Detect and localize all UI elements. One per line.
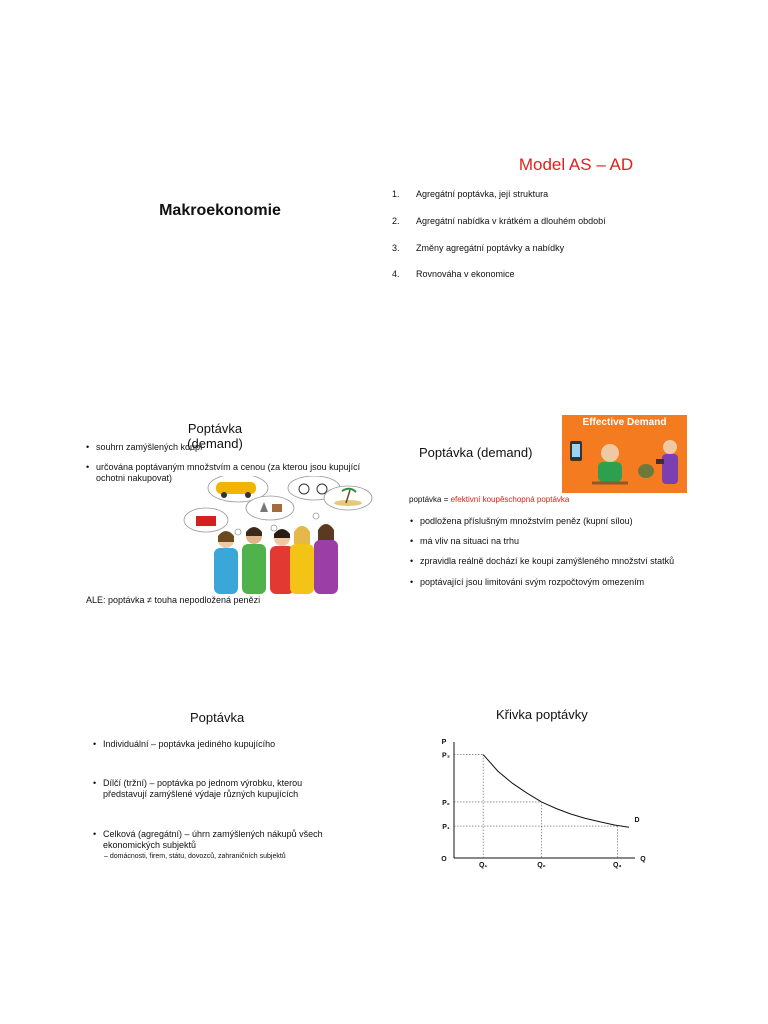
slide-title: Model AS – AD xyxy=(518,155,634,174)
slide-title: Poptávka (demand) xyxy=(187,421,243,451)
slide-poptavka-effective xyxy=(384,400,768,650)
origin-label: O xyxy=(441,856,447,863)
lead-highlight: efektivní koupěschopná poptávka xyxy=(450,495,570,504)
slide-poptavka-types xyxy=(0,700,384,950)
x-axis-label: Q xyxy=(640,856,646,863)
slide-title: Křivka poptávky xyxy=(496,707,588,722)
lead-text: poptávka = efektivní koupěschopná poptávka xyxy=(409,495,570,504)
slide-model-as-ad xyxy=(384,80,768,330)
y-tick-label: P₁ xyxy=(442,824,450,832)
bullet-item: • podložena příslušným množstvím peněz (kupní sílou) xyxy=(420,516,710,527)
sub-bullet: – domácnosti, firem, státu, dovozců, zahraničních subjektů xyxy=(104,853,286,860)
x-tick-label: Q₃ xyxy=(612,862,622,869)
buyer-illustration xyxy=(562,431,687,493)
bullet-item: • souhrn zamýšlených koupí xyxy=(96,442,356,453)
demand-curve xyxy=(483,755,629,828)
effective-demand-banner xyxy=(562,415,687,493)
bullet-item: • Individuální – poptávka jediného kupujícího xyxy=(103,739,363,750)
y-axis-label: P xyxy=(441,739,447,746)
bullet-item: • určována poptávaným množstvím a cenou (za kterou jsou kupující ochotni nakupovat) xyxy=(96,462,361,484)
bullet-item: • zpravidla reálně dochází ke koupi zamýšleného množství statků xyxy=(420,556,720,567)
slide-krivka-poptavky xyxy=(384,700,768,950)
curve-label: D xyxy=(634,817,640,825)
people-thinking-illustration xyxy=(176,476,376,606)
list-item: 4. Rovnováha v ekonomice xyxy=(392,269,515,279)
y-tick-label: P₂ xyxy=(442,799,450,807)
demand-curve-chart xyxy=(384,730,768,930)
banner-title: Effective Demand xyxy=(582,417,667,428)
bullet-item: • Dílčí (tržní) – poptávka po jednom výrobku, kterou představují zamýšlené výdaje různých kupujících xyxy=(103,778,338,800)
bullet-item: • poptávající jsou limitováni svým rozpočtovým omezením xyxy=(420,577,710,588)
slide-title: Poptávka xyxy=(190,710,245,725)
x-tick-label: Q₁ xyxy=(478,862,488,869)
bullet-item: • Celková (agregátní) – úhrn zamýšlených nákupů všech ekonomických subjektů xyxy=(103,829,358,851)
y-tick-label: P₃ xyxy=(442,752,450,760)
x-tick-label: Q₂ xyxy=(537,862,546,869)
bullet-item: • má vliv na situaci na trhu xyxy=(420,536,710,547)
note-text: ALE: poptávka ≠ touha nepodložená penězi xyxy=(86,595,261,605)
list-item: 2. Agregátní nabídka v krátkém a dlouhém období xyxy=(392,216,606,226)
list-item: 1. Agregátní poptávka, její struktura xyxy=(392,189,549,199)
slide-title: Makroekonomie xyxy=(159,202,281,219)
slide-makroekonomie xyxy=(0,80,384,330)
list-item: 3. Změny agregátní poptávky a nabídky xyxy=(392,243,565,253)
slide-poptavka-demand xyxy=(0,400,384,650)
slide-title: Poptávka (demand) xyxy=(419,445,533,460)
